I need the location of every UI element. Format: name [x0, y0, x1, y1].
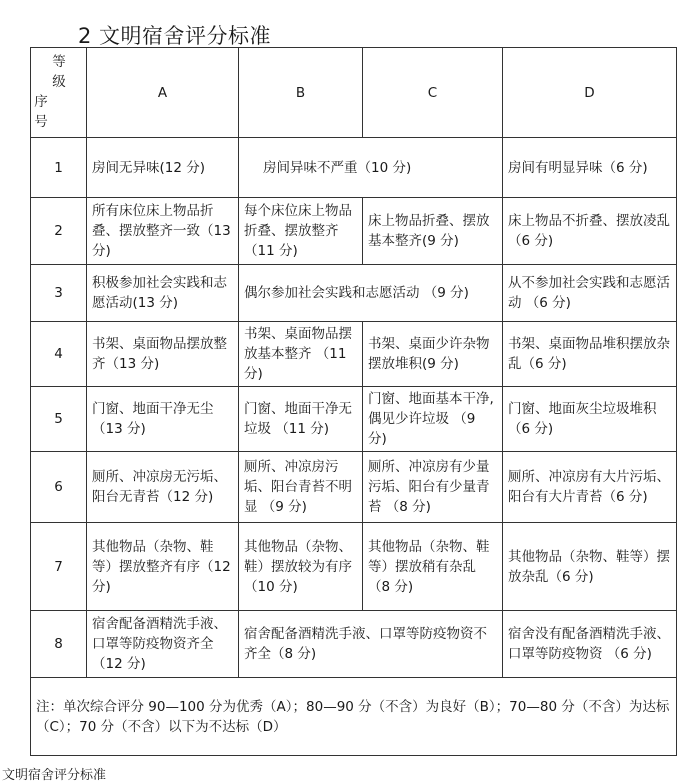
row-number: 7: [31, 523, 87, 611]
row-number: 6: [31, 452, 87, 523]
row-number: 1: [31, 138, 87, 198]
header-row: [31, 48, 677, 138]
cell-c: 床上物品折叠、摆放基本整齐(9 分): [363, 198, 503, 265]
cell-d: 床上物品不折叠、摆放凌乱（6 分): [503, 198, 677, 265]
table-row: [31, 265, 677, 322]
cell-bc: 偶尔参加社会实践和志愿活动 （9 分): [239, 265, 503, 322]
cell-c: 书架、桌面少许杂物摆放堆积(9 分): [363, 322, 503, 387]
note-row: [31, 678, 677, 756]
grading-note: 注：单次综合评分 90—100 分为优秀（A）；80—90 分（不含）为良好（B）；70—80 分（不含）为达标（C）；70 分（不含）以下为不达标（D）: [31, 678, 677, 756]
row-number: 4: [31, 322, 87, 387]
header-col-a: A: [87, 48, 239, 138]
header-grade-label: 等 级: [52, 54, 66, 90]
table-row: [31, 523, 677, 611]
table-row: [31, 387, 677, 452]
scoring-table: [30, 47, 677, 756]
header-col-b: B: [239, 48, 363, 138]
table-row: [31, 452, 677, 523]
page-title: 2 文明宿舍评分标准: [78, 24, 272, 48]
header-corner-cell: [31, 48, 87, 138]
cell-d: 宿舍没有配备酒精洗手液、口罩等防疫物资 （6 分): [503, 611, 677, 678]
cell-a: 厕所、冲凉房无污垢、阳台无青苔（12 分): [87, 452, 239, 523]
row-number: 5: [31, 387, 87, 452]
cell-b: 其他物品（杂物、鞋）摆放较为有序 （10 分): [239, 523, 363, 611]
cell-c: 其他物品（杂物、鞋等）摆放稍有杂乱 （8 分): [363, 523, 503, 611]
cell-a: 积极参加社会实践和志愿活动(13 分): [87, 265, 239, 322]
table-row: [31, 138, 677, 198]
figure-caption: 文明宿舍评分标准: [2, 768, 107, 783]
cell-a: 书架、桌面物品摆放整齐（13 分): [87, 322, 239, 387]
cell-d: 其他物品（杂物、鞋等）摆放杂乱（6 分): [503, 523, 677, 611]
cell-b: 每个床位床上物品折叠、摆放整齐 （11 分): [239, 198, 363, 265]
cell-a: 所有床位床上物品折叠、摆放整齐一致（13 分): [87, 198, 239, 265]
cell-d: 书架、桌面物品堆积摆放杂乱（6 分): [503, 322, 677, 387]
cell-bc: 房间异味不严重（10 分): [239, 138, 503, 198]
cell-bc: 宿舍配备酒精洗手液、口罩等防疫物资不齐全（8 分): [239, 611, 503, 678]
cell-a: 房间无异味(12 分): [87, 138, 239, 198]
row-number: 2: [31, 198, 87, 265]
cell-b: 门窗、地面干净无垃圾 （11 分): [239, 387, 363, 452]
row-number: 8: [31, 611, 87, 678]
table-row: [31, 198, 677, 265]
row-number: 3: [31, 265, 87, 322]
cell-c: 厕所、冲凉房有少量污垢、阳台有少量青苔 （8 分): [363, 452, 503, 523]
cell-b: 书架、桌面物品摆放基本整齐 （11 分): [239, 322, 363, 387]
cell-d: 厕所、冲凉房有大片污垢、阳台有大片青苔（6 分): [503, 452, 677, 523]
header-col-c: C: [363, 48, 503, 138]
header-col-d: D: [503, 48, 677, 138]
cell-a: 其他物品（杂物、鞋等）摆放整齐有序（12 分): [87, 523, 239, 611]
cell-d: 从不参加社会实践和志愿活动 （6 分): [503, 265, 677, 322]
table-row: [31, 322, 677, 387]
cell-d: 门窗、地面灰尘垃圾堆积（6 分): [503, 387, 677, 452]
cell-a: 宿舍配备酒精洗手液、口罩等防疫物资齐全（12 分): [87, 611, 239, 678]
table-row: [31, 611, 677, 678]
cell-c: 门窗、地面基本干净, 偶见少许垃圾 （9 分): [363, 387, 503, 452]
cell-d: 房间有明显异味（6 分): [503, 138, 677, 198]
cell-a: 门窗、地面干净无尘（13 分): [87, 387, 239, 452]
header-seq-label: 序 号: [34, 94, 48, 130]
cell-b: 厕所、冲凉房污垢、阳台青苔不明显 （9 分): [239, 452, 363, 523]
